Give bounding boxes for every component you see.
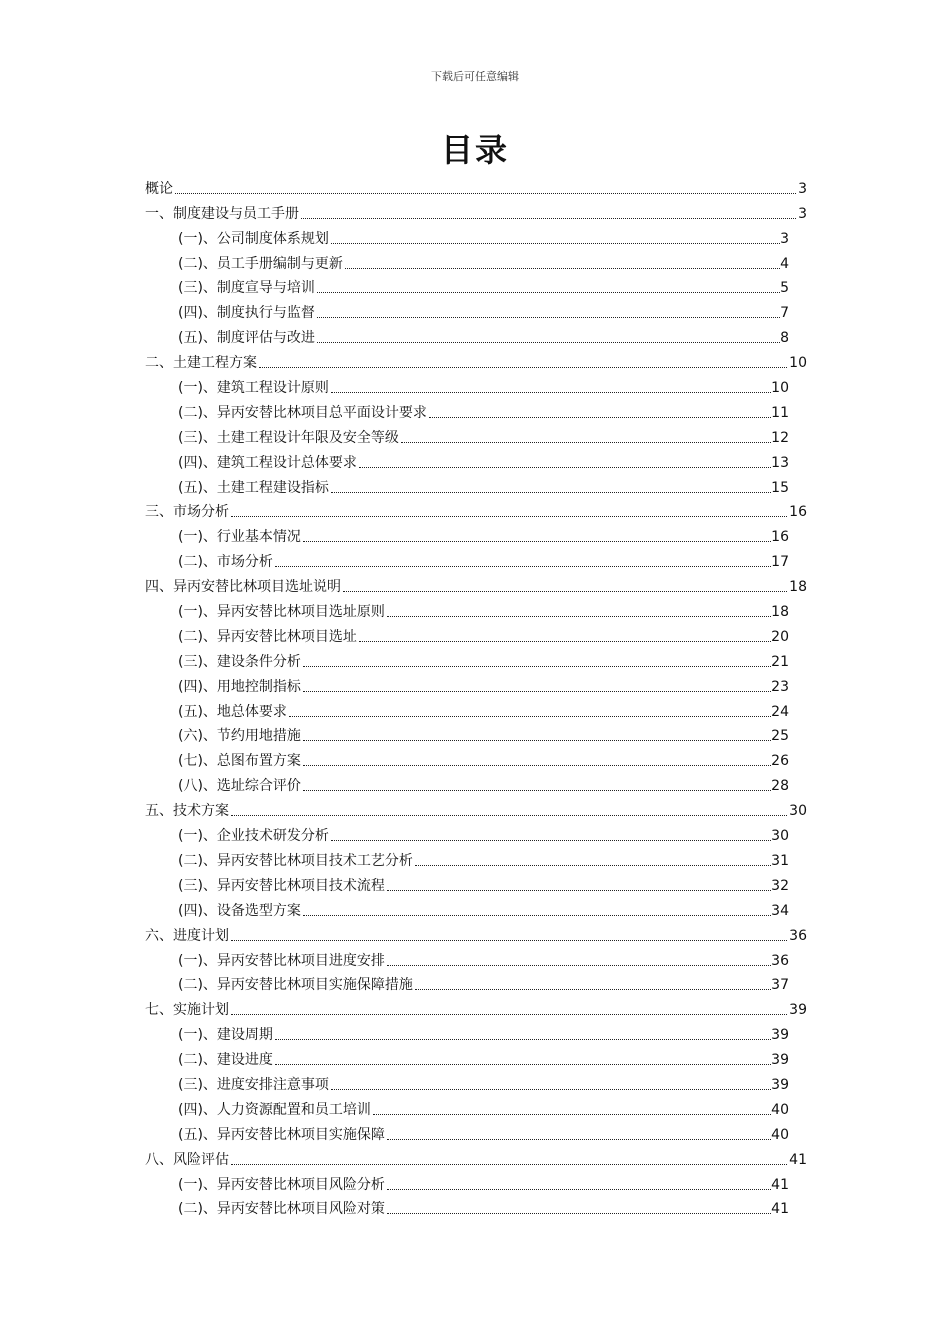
toc-entry[interactable] xyxy=(145,323,807,348)
dot-leader xyxy=(345,268,780,269)
toc-entry-page-number: 7 xyxy=(780,305,789,322)
dot-leader xyxy=(289,716,771,717)
toc-entry-label: (四)、制度执行与监督 xyxy=(178,305,315,322)
toc-entry-page-number: 34 xyxy=(771,902,789,919)
toc-entry-page-number: 13 xyxy=(771,454,789,471)
toc-entry[interactable] xyxy=(145,348,807,373)
toc-entry[interactable] xyxy=(145,921,807,946)
toc-entry-page-number: 21 xyxy=(771,653,789,670)
toc-entry-page-number: 8 xyxy=(780,330,789,347)
toc-entry-page-number: 11 xyxy=(771,404,789,421)
dot-leader xyxy=(231,1014,787,1015)
dot-leader xyxy=(359,641,771,642)
toc-entry-label: (二)、员工手册编制与更新 xyxy=(178,255,343,272)
dot-leader xyxy=(175,193,796,194)
toc-entry-label: (五)、异丙安替比林项目实施保障 xyxy=(178,1126,385,1143)
dot-leader xyxy=(259,367,787,368)
toc-entry-label: (四)、设备选型方案 xyxy=(178,902,301,919)
toc-entry[interactable] xyxy=(145,672,807,697)
toc-entry-page-number: 39 xyxy=(789,1002,807,1019)
toc-entry-page-number: 37 xyxy=(771,977,789,994)
toc-entry[interactable] xyxy=(145,174,807,199)
toc-entry-page-number: 40 xyxy=(771,1126,789,1143)
toc-entry-page-number: 39 xyxy=(771,1076,789,1093)
toc-entry[interactable] xyxy=(145,423,807,448)
toc-entry-label: (四)、人力资源配置和员工培训 xyxy=(178,1101,371,1118)
toc-entry-label: (一)、异丙安替比林项目风险分析 xyxy=(178,1176,385,1193)
toc-entry-page-number: 12 xyxy=(771,429,789,446)
toc-entry-label: 一、制度建设与员工手册 xyxy=(145,205,299,222)
toc-entry[interactable] xyxy=(145,1095,807,1120)
toc-title: 目录 xyxy=(440,131,509,169)
page-header-note: 下载后可任意编辑 xyxy=(431,70,519,83)
dot-leader xyxy=(415,989,771,990)
dot-leader xyxy=(231,815,787,816)
toc-entry-label: (五)、制度评估与改进 xyxy=(178,330,315,347)
toc-entry-page-number: 3 xyxy=(798,180,807,197)
toc-entry[interactable] xyxy=(145,1020,807,1045)
toc-entry[interactable] xyxy=(145,746,807,771)
toc-entry-label: (一)、异丙安替比林项目选址原则 xyxy=(178,604,385,621)
toc-entry[interactable] xyxy=(145,1145,807,1170)
dot-leader xyxy=(303,790,771,791)
toc-entry-page-number: 10 xyxy=(771,380,789,397)
toc-entry-label: (一)、建设周期 xyxy=(178,1027,273,1044)
toc-entry-label: (四)、建筑工程设计总体要求 xyxy=(178,454,357,471)
dot-leader xyxy=(387,890,771,891)
toc-entry[interactable] xyxy=(145,622,807,647)
toc-entry-page-number: 41 xyxy=(771,1176,789,1193)
toc-entry-label: 四、异丙安替比林项目选址说明 xyxy=(145,579,341,596)
dot-leader xyxy=(359,467,771,468)
dot-leader xyxy=(303,740,771,741)
toc-entry-label: (一)、行业基本情况 xyxy=(178,529,301,546)
toc-entry[interactable] xyxy=(145,473,807,498)
toc-entry-label: (一)、企业技术研发分析 xyxy=(178,828,329,845)
toc-entry-page-number: 25 xyxy=(771,728,789,745)
toc-entry-page-number: 17 xyxy=(771,554,789,571)
dot-leader xyxy=(387,616,771,617)
toc-entry-page-number: 16 xyxy=(789,504,807,521)
toc-entry-label: 概论 xyxy=(145,180,173,197)
dot-leader xyxy=(429,417,771,418)
toc-entry[interactable] xyxy=(145,298,807,323)
dot-leader xyxy=(387,965,771,966)
toc-entry-label: (一)、建筑工程设计原则 xyxy=(178,380,329,397)
toc-entry[interactable] xyxy=(145,796,807,821)
toc-entry[interactable] xyxy=(145,522,807,547)
toc-entry[interactable] xyxy=(145,1195,807,1220)
toc-entry[interactable] xyxy=(145,274,807,299)
toc-entry-label: (五)、土建工程建设指标 xyxy=(178,479,329,496)
dot-leader xyxy=(303,666,771,667)
toc-entry-page-number: 36 xyxy=(771,952,789,969)
toc-entry-page-number: 5 xyxy=(780,280,789,297)
dot-leader xyxy=(303,765,771,766)
toc-entry[interactable] xyxy=(145,448,807,473)
dot-leader xyxy=(387,1189,771,1190)
toc-entry[interactable] xyxy=(145,249,807,274)
toc-entry[interactable] xyxy=(145,896,807,921)
toc-entry-label: (一)、公司制度体系规划 xyxy=(178,230,329,247)
dot-leader xyxy=(373,1114,771,1115)
dot-leader xyxy=(275,1064,771,1065)
toc-entry-label: (二)、市场分析 xyxy=(178,554,273,571)
toc-entry[interactable] xyxy=(145,224,807,249)
toc-entry-page-number: 18 xyxy=(789,579,807,596)
toc-entry-page-number: 41 xyxy=(771,1201,789,1218)
toc-entry[interactable] xyxy=(145,597,807,622)
toc-entry[interactable] xyxy=(145,821,807,846)
toc-entry-label: 六、进度计划 xyxy=(145,927,229,944)
toc-entry[interactable] xyxy=(145,697,807,722)
toc-entry-label: (八)、选址综合评价 xyxy=(178,778,301,795)
dot-leader xyxy=(303,541,771,542)
dot-leader xyxy=(331,840,771,841)
toc-entry[interactable] xyxy=(145,846,807,871)
toc-entry-label: (四)、用地控制指标 xyxy=(178,678,301,695)
toc-entry-label: (五)、地总体要求 xyxy=(178,703,287,720)
toc-entry-label: 八、风险评估 xyxy=(145,1151,229,1168)
toc-entry[interactable] xyxy=(145,1070,807,1095)
dot-leader xyxy=(331,492,771,493)
toc-entry[interactable] xyxy=(145,946,807,971)
toc-entry-page-number: 39 xyxy=(771,1027,789,1044)
dot-leader xyxy=(231,1164,787,1165)
toc-entry-label: (二)、异丙安替比林项目技术工艺分析 xyxy=(178,852,413,869)
toc-entry[interactable] xyxy=(145,771,807,796)
toc-entry-page-number: 15 xyxy=(771,479,789,496)
toc-entry[interactable] xyxy=(145,1170,807,1195)
dot-leader xyxy=(301,218,796,219)
dot-leader xyxy=(317,342,780,343)
toc-entry[interactable] xyxy=(145,1045,807,1070)
dot-leader xyxy=(275,1039,771,1040)
toc-entry-label: (三)、异丙安替比林项目技术流程 xyxy=(178,877,385,894)
dot-leader xyxy=(231,516,787,517)
toc-entry-label: (三)、进度安排注意事项 xyxy=(178,1076,329,1093)
toc-entry[interactable] xyxy=(145,572,807,597)
toc-entry-page-number: 39 xyxy=(771,1052,789,1069)
toc-entry-page-number: 4 xyxy=(780,255,789,272)
toc-entry-page-number: 18 xyxy=(771,604,789,621)
toc-entry-label: 五、技术方案 xyxy=(145,803,229,820)
toc-entry[interactable] xyxy=(145,871,807,896)
dot-leader xyxy=(303,915,771,916)
dot-leader xyxy=(331,392,771,393)
toc-entry[interactable] xyxy=(145,547,807,572)
toc-entry-page-number: 10 xyxy=(789,355,807,372)
toc-entry-label: 三、市场分析 xyxy=(145,504,229,521)
toc-entry[interactable] xyxy=(145,373,807,398)
dot-leader xyxy=(317,292,780,293)
dot-leader xyxy=(303,691,771,692)
dot-leader xyxy=(317,317,780,318)
toc-entry-page-number: 16 xyxy=(771,529,789,546)
toc-entry-label: 二、土建工程方案 xyxy=(145,355,257,372)
toc-entry-page-number: 32 xyxy=(771,877,789,894)
toc-entry[interactable] xyxy=(145,722,807,747)
dot-leader xyxy=(331,243,780,244)
toc-entry[interactable] xyxy=(145,398,807,423)
dot-leader xyxy=(387,1139,771,1140)
toc-entry[interactable] xyxy=(145,498,807,523)
toc-entry-label: (二)、异丙安替比林项目总平面设计要求 xyxy=(178,404,427,421)
toc-entry-label: (二)、建设进度 xyxy=(178,1052,273,1069)
toc-entry-page-number: 41 xyxy=(789,1151,807,1168)
toc-entry[interactable] xyxy=(145,1120,807,1145)
table-of-contents xyxy=(145,174,807,1219)
toc-entry-page-number: 3 xyxy=(780,230,789,247)
toc-entry-label: (三)、土建工程设计年限及安全等级 xyxy=(178,429,399,446)
toc-entry-label: (二)、异丙安替比林项目选址 xyxy=(178,628,357,645)
dot-leader xyxy=(275,566,771,567)
dot-leader xyxy=(343,591,787,592)
toc-entry-page-number: 30 xyxy=(771,828,789,845)
dot-leader xyxy=(415,865,771,866)
toc-entry-page-number: 30 xyxy=(789,803,807,820)
dot-leader xyxy=(387,1213,771,1214)
toc-entry-page-number: 31 xyxy=(771,852,789,869)
dot-leader xyxy=(331,1089,771,1090)
toc-entry[interactable] xyxy=(145,199,807,224)
toc-entry[interactable] xyxy=(145,647,807,672)
toc-entry-label: (一)、异丙安替比林项目进度安排 xyxy=(178,952,385,969)
toc-entry-label: (七)、总图布置方案 xyxy=(178,753,301,770)
toc-entry[interactable] xyxy=(145,995,807,1020)
toc-entry-label: (二)、异丙安替比林项目实施保障措施 xyxy=(178,977,413,994)
toc-entry-page-number: 40 xyxy=(771,1101,789,1118)
toc-entry-page-number: 24 xyxy=(771,703,789,720)
toc-entry-page-number: 3 xyxy=(798,205,807,222)
toc-entry-label: 七、实施计划 xyxy=(145,1002,229,1019)
toc-entry-label: (三)、制度宣导与培训 xyxy=(178,280,315,297)
toc-entry-label: (二)、异丙安替比林项目风险对策 xyxy=(178,1201,385,1218)
dot-leader xyxy=(401,442,771,443)
toc-entry-page-number: 20 xyxy=(771,628,789,645)
toc-entry[interactable] xyxy=(145,971,807,996)
toc-entry-page-number: 23 xyxy=(771,678,789,695)
toc-entry-page-number: 36 xyxy=(789,927,807,944)
toc-entry-label: (三)、建设条件分析 xyxy=(178,653,301,670)
toc-entry-page-number: 26 xyxy=(771,753,789,770)
toc-entry-label: (六)、节约用地措施 xyxy=(178,728,301,745)
toc-entry-page-number: 28 xyxy=(771,778,789,795)
dot-leader xyxy=(231,940,787,941)
